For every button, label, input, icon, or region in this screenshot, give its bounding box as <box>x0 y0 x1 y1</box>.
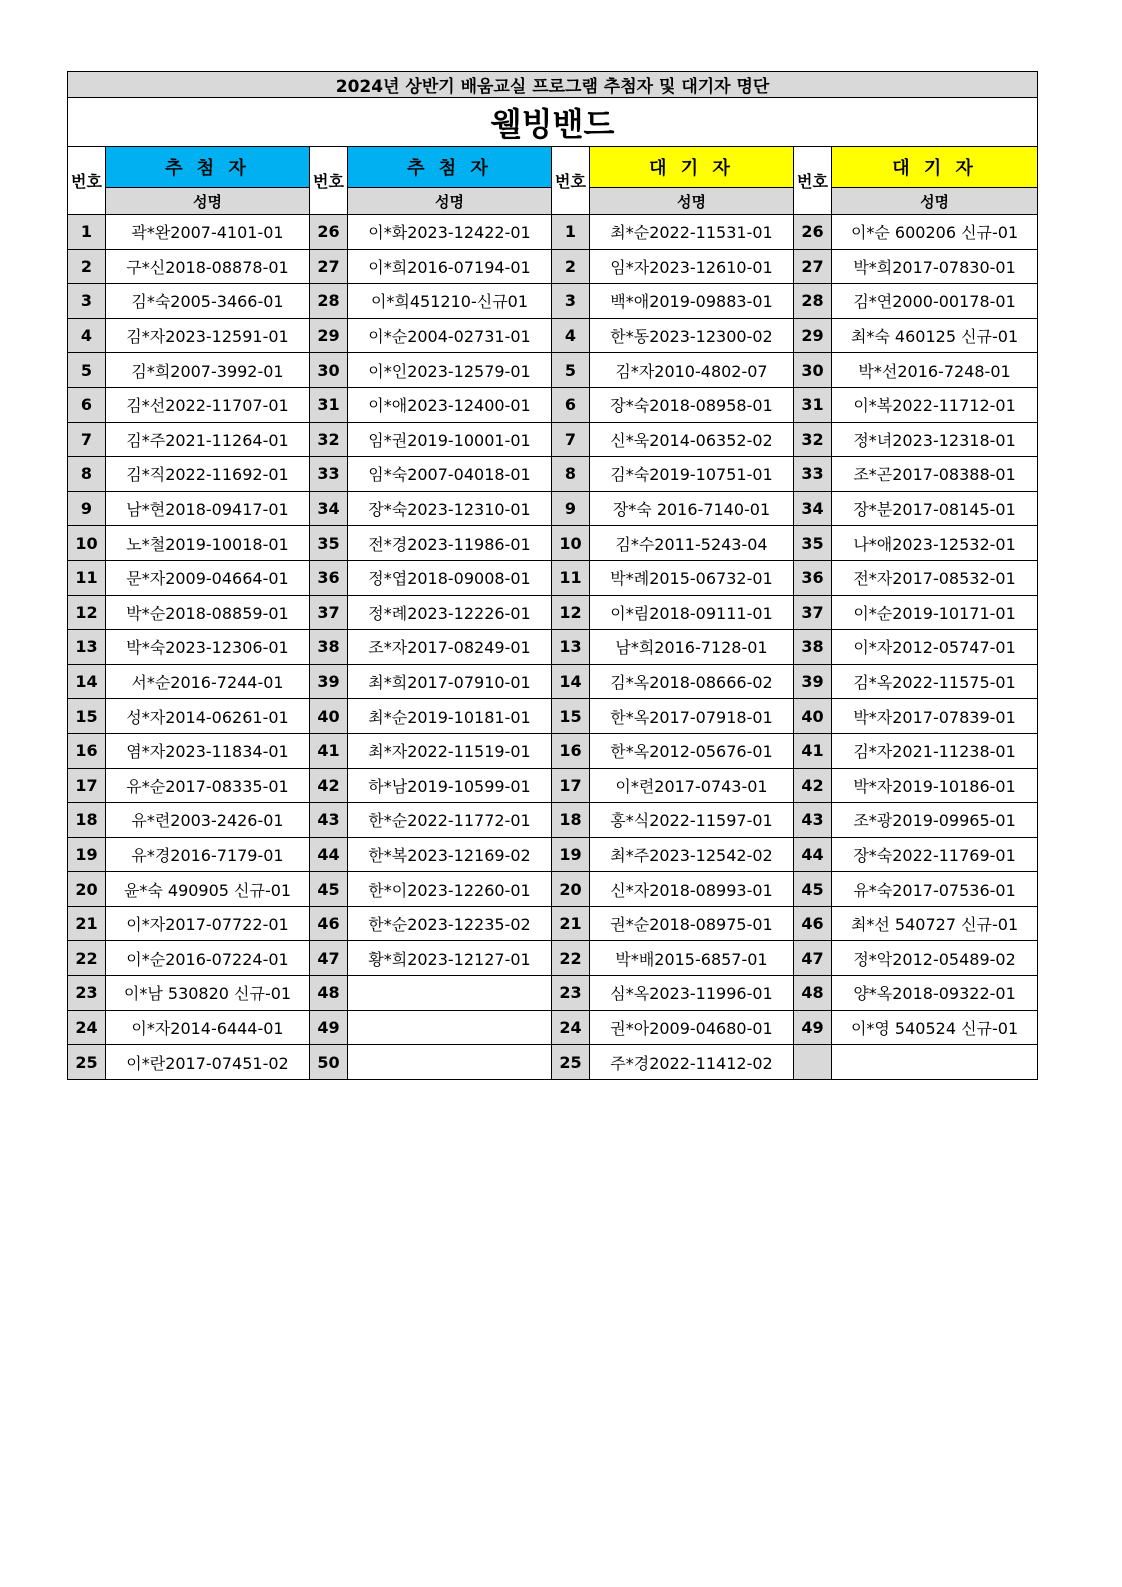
winner-name-cell: 윤*숙 490905 신규-01 <box>106 872 310 907</box>
waitlist-name-cell: 유*숙2017-07536-01 <box>832 872 1038 907</box>
winner-name-cell: 이*희451210-신규01 <box>348 284 552 319</box>
winner-name-cell: 곽*완2007-4101-01 <box>106 215 310 250</box>
winner-number-cell: 32 <box>310 422 348 457</box>
waitlist-name-cell: 장*숙 2016-7140-01 <box>590 491 794 526</box>
winner-name-cell: 정*례2023-12226-01 <box>348 595 552 630</box>
winner-number-cell: 18 <box>68 803 106 838</box>
waitlist-name-cell: 양*옥2018-09322-01 <box>832 976 1038 1011</box>
waitlist-name-cell: 조*곤2017-08388-01 <box>832 457 1038 492</box>
winner-number-cell: 31 <box>310 387 348 422</box>
waitlist-number-cell: 6 <box>552 387 590 422</box>
table-row <box>68 699 1038 734</box>
waitlist-name-cell: 전*자2017-08532-01 <box>832 560 1038 595</box>
winner-name-cell: 염*자2023-11834-01 <box>106 733 310 768</box>
waitlist-number-cell: 45 <box>794 872 832 907</box>
waitlist-number-cell: 5 <box>552 353 590 388</box>
winner-number-cell: 37 <box>310 595 348 630</box>
winner-number-cell: 11 <box>68 560 106 595</box>
waitlist-name-cell: 박*희2017-07830-01 <box>832 249 1038 284</box>
waitlist-number-cell: 34 <box>794 491 832 526</box>
waitlist-name-cell: 이*자2012-05747-01 <box>832 630 1038 665</box>
waitlist-name-cell: 김*연2000-00178-01 <box>832 284 1038 319</box>
winner-number-cell: 27 <box>310 249 348 284</box>
waitlist-number-cell: 40 <box>794 699 832 734</box>
table-row <box>68 733 1038 768</box>
winner-number-cell: 41 <box>310 733 348 768</box>
waitlist-number-cell: 32 <box>794 422 832 457</box>
winner-name-cell: 최*희2017-07910-01 <box>348 664 552 699</box>
winner-number-cell: 25 <box>68 1045 106 1080</box>
table-row <box>68 318 1038 353</box>
waitlist-name-cell: 신*욱2014-06352-02 <box>590 422 794 457</box>
waitlist-name-cell: 김*자2021-11238-01 <box>832 733 1038 768</box>
waitlist-header: 대 기 자 <box>832 147 1038 188</box>
winner-number-cell: 23 <box>68 976 106 1011</box>
winner-name-cell <box>348 976 552 1011</box>
name-header: 성명 <box>832 188 1038 215</box>
waitlist-name-cell <box>832 1045 1038 1080</box>
winner-name-cell: 박*숙2023-12306-01 <box>106 630 310 665</box>
waitlist-number-cell: 2 <box>552 249 590 284</box>
waitlist-name-cell: 정*악2012-05489-02 <box>832 941 1038 976</box>
winner-number-cell: 2 <box>68 249 106 284</box>
table-row <box>68 837 1038 872</box>
winner-name-cell: 유*련2003-2426-01 <box>106 803 310 838</box>
table-row <box>68 768 1038 803</box>
waitlist-name-cell: 김*숙2019-10751-01 <box>590 457 794 492</box>
winner-name-cell: 이*희2016-07194-01 <box>348 249 552 284</box>
waitlist-name-cell: 남*희2016-7128-01 <box>590 630 794 665</box>
waitlist-name-cell: 박*자2017-07839-01 <box>832 699 1038 734</box>
waitlist-number-cell: 37 <box>794 595 832 630</box>
waitlist-name-cell: 박*선2016-7248-01 <box>832 353 1038 388</box>
winner-name-cell: 이*순2004-02731-01 <box>348 318 552 353</box>
waitlist-number-cell: 21 <box>552 906 590 941</box>
table-row <box>68 1010 1038 1045</box>
winner-number-cell: 15 <box>68 699 106 734</box>
number-header: 번호 <box>794 147 832 215</box>
winner-name-cell: 구*신2018-08878-01 <box>106 249 310 284</box>
table-row <box>68 422 1038 457</box>
winner-number-cell: 12 <box>68 595 106 630</box>
waitlist-number-cell: 19 <box>552 837 590 872</box>
waitlist-number-cell: 30 <box>794 353 832 388</box>
number-header: 번호 <box>68 147 106 215</box>
winner-number-cell: 45 <box>310 872 348 907</box>
waitlist-number-cell: 16 <box>552 733 590 768</box>
waitlist-name-cell: 장*분2017-08145-01 <box>832 491 1038 526</box>
waitlist-name-cell: 최*순2022-11531-01 <box>590 215 794 250</box>
waitlist-number-cell: 47 <box>794 941 832 976</box>
waitlist-number-cell: 39 <box>794 664 832 699</box>
winner-number-cell: 28 <box>310 284 348 319</box>
winner-number-cell: 8 <box>68 457 106 492</box>
winner-name-cell: 김*선2022-11707-01 <box>106 387 310 422</box>
waitlist-name-cell: 심*옥2023-11996-01 <box>590 976 794 1011</box>
waitlist-number-cell: 11 <box>552 560 590 595</box>
waitlist-name-cell: 나*애2023-12532-01 <box>832 526 1038 561</box>
winner-name-cell: 장*숙2023-12310-01 <box>348 491 552 526</box>
waitlist-name-cell: 장*숙2018-08958-01 <box>590 387 794 422</box>
winner-number-cell: 9 <box>68 491 106 526</box>
waitlist-name-cell: 홍*식2022-11597-01 <box>590 803 794 838</box>
number-header: 번호 <box>310 147 348 215</box>
waitlist-name-cell: 신*자2018-08993-01 <box>590 872 794 907</box>
table-row <box>68 491 1038 526</box>
winner-name-cell: 유*경2016-7179-01 <box>106 837 310 872</box>
waitlist-number-cell: 35 <box>794 526 832 561</box>
waitlist-number-cell: 7 <box>552 422 590 457</box>
waitlist-name-cell: 최*선 540727 신규-01 <box>832 906 1038 941</box>
waitlist-name-cell: 주*경2022-11412-02 <box>590 1045 794 1080</box>
table-row <box>68 906 1038 941</box>
winner-name-cell: 한*순2023-12235-02 <box>348 906 552 941</box>
waitlist-name-cell: 김*수2011-5243-04 <box>590 526 794 561</box>
waitlist-number-cell: 26 <box>794 215 832 250</box>
winner-number-cell: 50 <box>310 1045 348 1080</box>
winner-name-cell: 황*희2023-12127-01 <box>348 941 552 976</box>
table-row <box>68 1045 1038 1080</box>
winner-number-cell: 47 <box>310 941 348 976</box>
waitlist-name-cell: 최*주2023-12542-02 <box>590 837 794 872</box>
winner-number-cell: 10 <box>68 526 106 561</box>
waitlist-number-cell: 18 <box>552 803 590 838</box>
winner-number-cell: 22 <box>68 941 106 976</box>
waitlist-name-cell: 이*복2022-11712-01 <box>832 387 1038 422</box>
winner-number-cell: 34 <box>310 491 348 526</box>
winner-name-cell: 남*현2018-09417-01 <box>106 491 310 526</box>
table-row <box>68 284 1038 319</box>
winner-number-cell: 29 <box>310 318 348 353</box>
waitlist-number-cell: 14 <box>552 664 590 699</box>
waitlist-name-cell: 조*광2019-09965-01 <box>832 803 1038 838</box>
table-row <box>68 387 1038 422</box>
waitlist-number-cell <box>794 1045 832 1080</box>
waitlist-number-cell: 28 <box>794 284 832 319</box>
name-header: 성명 <box>590 188 794 215</box>
table-row <box>68 526 1038 561</box>
winner-number-cell: 39 <box>310 664 348 699</box>
winner-name-cell: 임*숙2007-04018-01 <box>348 457 552 492</box>
winner-name-cell: 임*권2019-10001-01 <box>348 422 552 457</box>
waitlist-number-cell: 46 <box>794 906 832 941</box>
waitlist-name-cell: 이*순 600206 신규-01 <box>832 215 1038 250</box>
winner-name-cell: 문*자2009-04664-01 <box>106 560 310 595</box>
winner-name-cell: 김*숙2005-3466-01 <box>106 284 310 319</box>
winner-name-cell: 하*남2019-10599-01 <box>348 768 552 803</box>
waitlist-name-cell: 한*옥2012-05676-01 <box>590 733 794 768</box>
waitlist-number-cell: 8 <box>552 457 590 492</box>
winner-name-cell: 최*자2022-11519-01 <box>348 733 552 768</box>
table-row <box>68 215 1038 250</box>
waitlist-name-cell: 김*옥2018-08666-02 <box>590 664 794 699</box>
table-row <box>68 803 1038 838</box>
winner-number-cell: 5 <box>68 353 106 388</box>
waitlist-name-cell: 김*옥2022-11575-01 <box>832 664 1038 699</box>
winner-name-cell: 최*순2019-10181-01 <box>348 699 552 734</box>
waitlist-number-cell: 38 <box>794 630 832 665</box>
winner-name-cell: 김*희2007-3992-01 <box>106 353 310 388</box>
winner-name-cell: 한*복2023-12169-02 <box>348 837 552 872</box>
table-row <box>68 457 1038 492</box>
waitlist-name-cell: 박*자2019-10186-01 <box>832 768 1038 803</box>
winner-number-cell: 46 <box>310 906 348 941</box>
waitlist-number-cell: 48 <box>794 976 832 1011</box>
name-header: 성명 <box>106 188 310 215</box>
waitlist-number-cell: 9 <box>552 491 590 526</box>
winner-number-cell: 13 <box>68 630 106 665</box>
winner-number-cell: 30 <box>310 353 348 388</box>
winners-header: 추 첨 자 <box>348 147 552 188</box>
winner-name-cell: 김*자2023-12591-01 <box>106 318 310 353</box>
waitlist-number-cell: 31 <box>794 387 832 422</box>
winner-number-cell: 49 <box>310 1010 348 1045</box>
winner-number-cell: 44 <box>310 837 348 872</box>
waitlist-number-cell: 17 <box>552 768 590 803</box>
winner-name-cell: 전*경2023-11986-01 <box>348 526 552 561</box>
winner-name-cell: 조*자2017-08249-01 <box>348 630 552 665</box>
waitlist-number-cell: 42 <box>794 768 832 803</box>
winner-number-cell: 16 <box>68 733 106 768</box>
winner-number-cell: 24 <box>68 1010 106 1045</box>
winner-number-cell: 38 <box>310 630 348 665</box>
waitlist-name-cell: 장*숙2022-11769-01 <box>832 837 1038 872</box>
winner-name-cell: 이*남 530820 신규-01 <box>106 976 310 1011</box>
waitlist-name-cell: 권*아2009-04680-01 <box>590 1010 794 1045</box>
waitlist-name-cell: 박*례2015-06732-01 <box>590 560 794 595</box>
waitlist-name-cell: 백*애2019-09883-01 <box>590 284 794 319</box>
winner-name-cell: 이*란2017-07451-02 <box>106 1045 310 1080</box>
winner-name-cell: 이*화2023-12422-01 <box>348 215 552 250</box>
winner-name-cell: 이*애2023-12400-01 <box>348 387 552 422</box>
winner-name-cell: 이*인2023-12579-01 <box>348 353 552 388</box>
waitlist-number-cell: 27 <box>794 249 832 284</box>
waitlist-number-cell: 22 <box>552 941 590 976</box>
winner-name-cell: 노*철2019-10018-01 <box>106 526 310 561</box>
winner-name-cell: 김*직2022-11692-01 <box>106 457 310 492</box>
waitlist-name-cell: 임*자2023-12610-01 <box>590 249 794 284</box>
waitlist-number-cell: 23 <box>552 976 590 1011</box>
winner-name-cell: 김*주2021-11264-01 <box>106 422 310 457</box>
table-row <box>68 630 1038 665</box>
waitlist-number-cell: 36 <box>794 560 832 595</box>
waitlist-number-cell: 43 <box>794 803 832 838</box>
waitlist-number-cell: 13 <box>552 630 590 665</box>
number-header: 번호 <box>552 147 590 215</box>
waitlist-name-cell: 한*옥2017-07918-01 <box>590 699 794 734</box>
winner-number-cell: 42 <box>310 768 348 803</box>
waitlist-name-cell: 이*련2017-0743-01 <box>590 768 794 803</box>
winner-name-cell: 이*순2016-07224-01 <box>106 941 310 976</box>
winner-number-cell: 4 <box>68 318 106 353</box>
winner-number-cell: 33 <box>310 457 348 492</box>
winner-number-cell: 43 <box>310 803 348 838</box>
waitlist-name-cell: 정*녀2023-12318-01 <box>832 422 1038 457</box>
waitlist-name-cell: 이*순2019-10171-01 <box>832 595 1038 630</box>
table-row <box>68 976 1038 1011</box>
waitlist-name-cell: 이*림2018-09111-01 <box>590 595 794 630</box>
table-row <box>68 353 1038 388</box>
waitlist-number-cell: 24 <box>552 1010 590 1045</box>
waitlist-name-cell: 박*배2015-6857-01 <box>590 941 794 976</box>
table-row <box>68 595 1038 630</box>
winner-name-cell: 성*자2014-06261-01 <box>106 699 310 734</box>
winner-number-cell: 1 <box>68 215 106 250</box>
table-row <box>68 560 1038 595</box>
waitlist-name-cell: 김*자2010-4802-07 <box>590 353 794 388</box>
winner-name-cell: 한*순2022-11772-01 <box>348 803 552 838</box>
waitlist-number-cell: 12 <box>552 595 590 630</box>
winner-number-cell: 7 <box>68 422 106 457</box>
waitlist-number-cell: 4 <box>552 318 590 353</box>
waitlist-name-cell: 최*숙 460125 신규-01 <box>832 318 1038 353</box>
waitlist-number-cell: 3 <box>552 284 590 319</box>
winner-number-cell: 48 <box>310 976 348 1011</box>
winner-name-cell <box>348 1010 552 1045</box>
waitlist-number-cell: 1 <box>552 215 590 250</box>
table-row <box>68 872 1038 907</box>
winner-number-cell: 40 <box>310 699 348 734</box>
table-row <box>68 941 1038 976</box>
waitlist-number-cell: 25 <box>552 1045 590 1080</box>
waitlist-number-cell: 44 <box>794 837 832 872</box>
winners-header: 추 첨 자 <box>106 147 310 188</box>
winner-name-cell: 유*순2017-08335-01 <box>106 768 310 803</box>
winner-number-cell: 17 <box>68 768 106 803</box>
name-header: 성명 <box>348 188 552 215</box>
winner-name-cell: 박*순2018-08859-01 <box>106 595 310 630</box>
table-row <box>68 249 1038 284</box>
waitlist-number-cell: 41 <box>794 733 832 768</box>
winner-name-cell: 이*자2014-6444-01 <box>106 1010 310 1045</box>
waitlist-name-cell: 이*영 540524 신규-01 <box>832 1010 1038 1045</box>
winner-name-cell: 서*순2016-7244-01 <box>106 664 310 699</box>
winner-name-cell: 정*엽2018-09008-01 <box>348 560 552 595</box>
waitlist-header: 대 기 자 <box>590 147 794 188</box>
winner-number-cell: 36 <box>310 560 348 595</box>
waitlist-number-cell: 33 <box>794 457 832 492</box>
winner-number-cell: 21 <box>68 906 106 941</box>
waitlist-number-cell: 29 <box>794 318 832 353</box>
winner-name-cell: 이*자2017-07722-01 <box>106 906 310 941</box>
waitlist-number-cell: 49 <box>794 1010 832 1045</box>
table-row <box>68 664 1038 699</box>
waitlist-number-cell: 10 <box>552 526 590 561</box>
winner-name-cell: 한*이2023-12260-01 <box>348 872 552 907</box>
winner-number-cell: 20 <box>68 872 106 907</box>
roster-table <box>67 71 1038 1080</box>
winner-number-cell: 19 <box>68 837 106 872</box>
document-title: 2024년 상반기 배움교실 프로그램 추첨자 및 대기자 명단 <box>68 72 1038 98</box>
winner-number-cell: 6 <box>68 387 106 422</box>
waitlist-name-cell: 권*순2018-08975-01 <box>590 906 794 941</box>
winner-number-cell: 14 <box>68 664 106 699</box>
winner-name-cell <box>348 1045 552 1080</box>
winner-number-cell: 3 <box>68 284 106 319</box>
waitlist-number-cell: 15 <box>552 699 590 734</box>
waitlist-number-cell: 20 <box>552 872 590 907</box>
waitlist-name-cell: 한*동2023-12300-02 <box>590 318 794 353</box>
program-name: 웰빙밴드 <box>68 98 1038 147</box>
winner-number-cell: 35 <box>310 526 348 561</box>
winner-number-cell: 26 <box>310 215 348 250</box>
